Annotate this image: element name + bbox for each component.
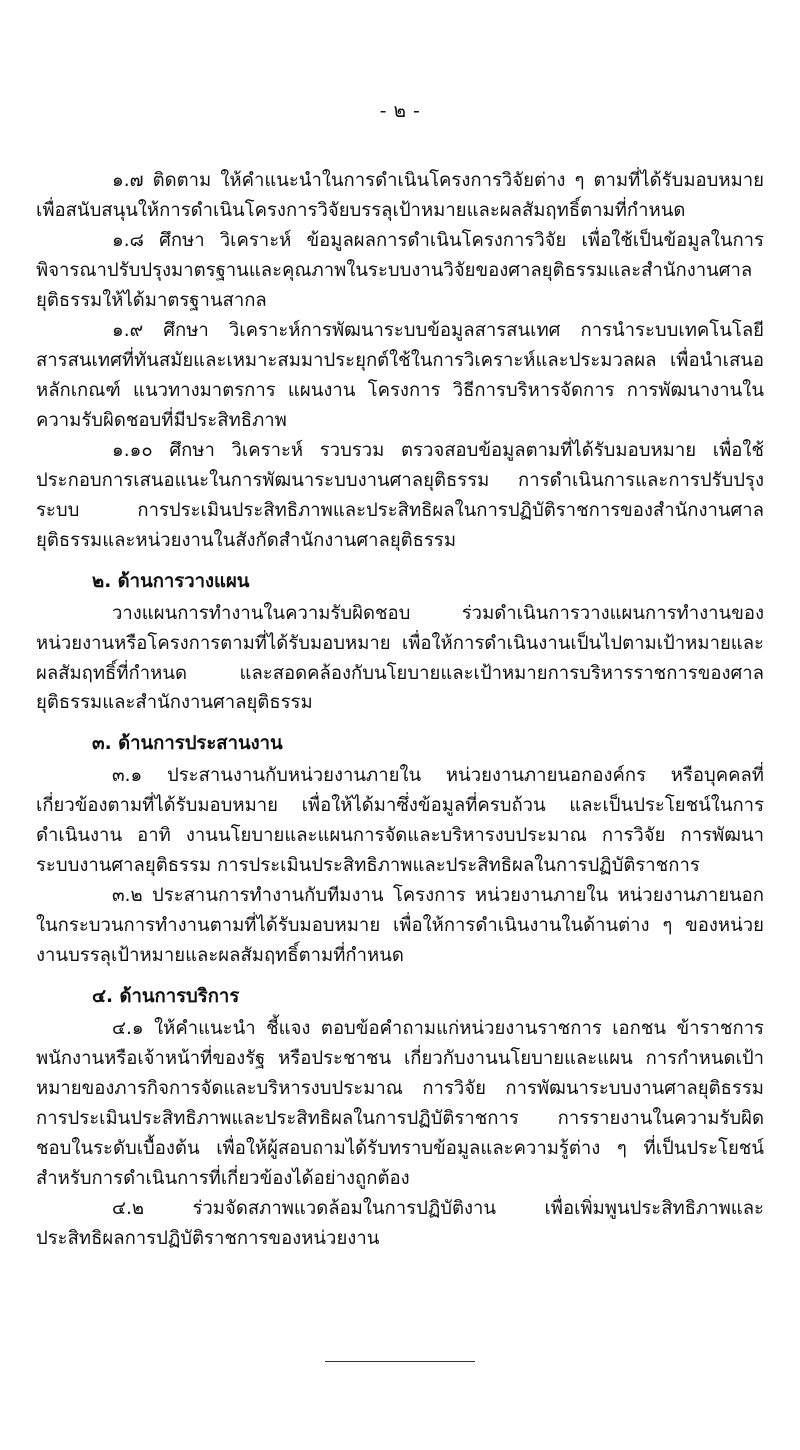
paragraph: ๓.๒ ประสานการทำงานกับทีมงาน โครงการ หน่วยงานภายใน หน่วยงานภายนอกในกระบวนการทำงานตามที่ได้รับมอบหมาย เพื่อให้การดำเนินงานในด้านต่าง ๆ ของหน่วยงานบรรลุเป้าหมายและผลสัมฤทธิ์ตามที่กำหนด — [36, 885, 764, 967]
footer-divider — [325, 1361, 475, 1362]
section-heading: ๔. ด้านการบริการ — [92, 986, 240, 1008]
paragraph: ๑.๑๐ ศึกษา วิเคราะห์ รวบรวม ตรวจสอบข้อมูลตามที่ได้รับมอบหมาย เพื่อใช้ประกอบการเสนอแนะในการพัฒนาระบบงานศาลยุติธรรม การดำเนินการและการปรับปรุงระบบ การประเมินประสิทธิภาพและประสิทธิผลในการปฏิบัติราชการของสำนักงานศาลยุติธรรมและหน่วยงานในสังกัดสำนักงานศาลยุติธรรม — [36, 439, 764, 551]
section-heading: ๓. ด้านการประสานงาน — [92, 733, 283, 755]
document-body — [36, 166, 764, 1254]
paragraph: ๓.๑ ประสานงานกับหน่วยงานภายใน หน่วยงานภายนอกองค์กร หรือบุคคลที่เกี่ยวข้องตามที่ได้รับมอบหมาย เพื่อให้ได้มาซึ่งข้อมูลที่ครบถ้วน และเป็นประโยชน์ในการดำเนินงาน อาทิ งานนโยบายและแผนการจัดและบริหารงบประมาณ การวิจัย การพัฒนาระบบงานศาลยุติธรรม การประเมินประสิทธิภาพและประสิทธิผลในการปฏิบัติราชการ — [36, 765, 764, 877]
paragraph: ๑.๙ ศึกษา วิเคราะห์การพัฒนาระบบข้อมูลสารสนเทศ การนำระบบเทคโนโลยีสารสนเทศที่ทันสมัยและเหมาะสมมาประยุกต์ใช้ในการวิเคราะห์และประมวลผล เพื่อนำเสนอหลักเกณฑ์ แนวทางมาตรการ แผนงาน โครงการ วิธีการบริหารจัดการ การพัฒนางานในความรับผิดชอบที่มีประสิทธิภาพ — [36, 319, 764, 431]
page-number: - ๒ - — [379, 100, 421, 122]
paragraph: ๑.๘ ศึกษา วิเคราะห์ ข้อมูลผลการดำเนินโครงการวิจัย เพื่อใช้เป็นข้อมูลในการพิจารณาปรับปรุงมาตรฐานและคุณภาพในระบบงานวิจัยของศาลยุติธรรมและสำนักงานศาลยุติธรรมให้ได้มาตรฐานสากล — [36, 229, 764, 311]
paragraph: ๔.๑ ให้คำแนะนำ ชี้แจง ตอบข้อคำถามแก่หน่วยงานราชการ เอกชน ข้าราชการ พนักงานหรือเจ้าหน้าที่ของรัฐ หรือประชาชน เกี่ยวกับงานนโยบายและแผน การกำหนดเป้าหมายของภารกิจการจัดและบริหารงบประมาณ การวิจัย การพัฒนาระบบงานศาลยุติธรรม การประเมินประสิทธิภาพและประสิทธิผลในการปฏิบัติราชการ การรายงานในความรับผิดชอบในระดับเบื้องต้น เพื่อให้ผู้สอบถามได้รับทราบข้อมูลและความรู้ต่าง ๆ ที่เป็นประโยชน์สำหรับการดำเนินการที่เกี่ยวข้องได้อย่างถูกต้อง — [36, 1018, 764, 1189]
section-heading: ๒. ด้านการวางแผน — [92, 570, 250, 592]
paragraph: ๔.๒ ร่วมจัดสภาพแวดล้อมในการปฏิบัติงาน เพื่อเพิ่มพูนประสิทธิภาพและประสิทธิผลการปฏิบัติราชการของหน่วยงาน — [36, 1197, 764, 1249]
paragraph: ๑.๗ ติดตาม ให้คำแนะนำในการดำเนินโครงการวิจัยต่าง ๆ ตามที่ได้รับมอบหมาย เพื่อสนับสนุนให้การดำเนินโครงการวิจัยบรรลุเป้าหมายและผลสัมฤทธิ์ตามที่กำหนด — [36, 170, 764, 221]
paragraph: วางแผนการทำงานในความรับผิดชอบ ร่วมดำเนินการวางแผนการทำงานของหน่วยงานหรือโครงการตามที่ได้รับมอบหมาย เพื่อให้การดำเนินงานเป็นไปตามเป้าหมายและผลสัมฤทธิ์ที่กำหนด และสอดคล้องกับนโยบายและเป้าหมายการบริหารราชการของศาลยุติธรรมและสำนักงานศาลยุติธรรม — [36, 602, 764, 714]
